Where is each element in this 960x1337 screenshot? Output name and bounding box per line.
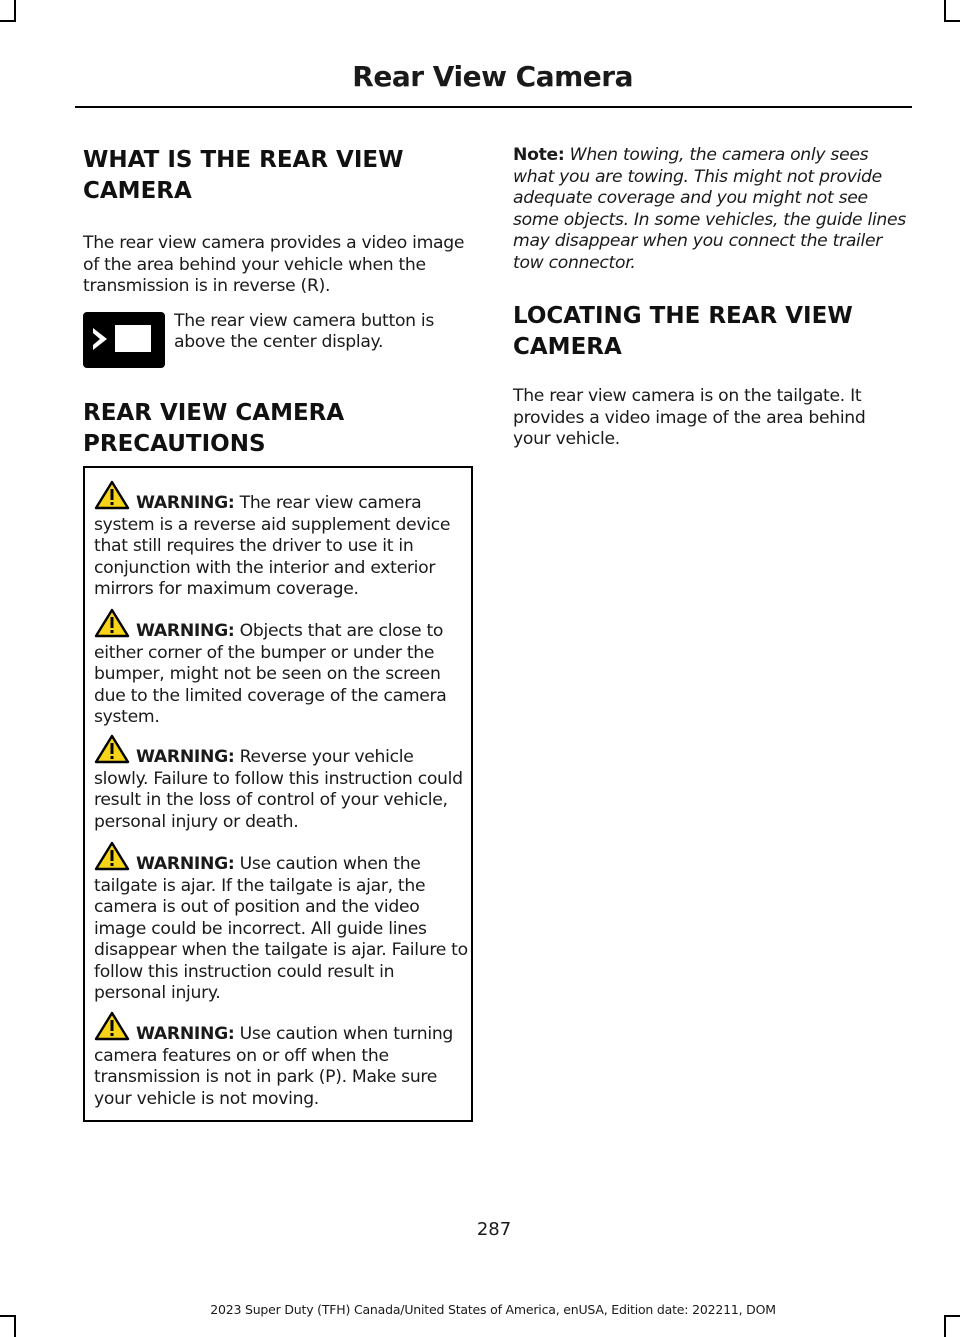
warning-item (94, 841, 468, 1005)
crop-mark (944, 20, 960, 22)
note-label: Note: (513, 145, 565, 165)
warning-text: Reverse your vehicle slowly. Failure to follow this instruction could result in the loss of control of your vehicle, personal injury or death. (94, 747, 463, 832)
section-heading: REAR VIEW CAMERA PRECAUTIONS (83, 399, 345, 457)
warning-label: WARNING: (136, 854, 235, 874)
page-title: Rear View Camera (352, 60, 633, 93)
warning-text: Use caution when turning camera features on or off when the transmission is not in park (P). Make sure your vehicle is not moving. (94, 1024, 454, 1109)
warning-item (94, 480, 468, 601)
section-heading: LOCATING THE REAR VIEW CAMERA (513, 303, 853, 360)
warning-text: Use caution when the tailgate is ajar. If the tailgate is ajar, the camera is out of position and the video image could be incorrect. All guide lines disappear when the tailgate is ajar. Failure to follow this instruction could result in personal injury. (94, 854, 468, 1003)
warning-label: WARNING: (136, 493, 235, 513)
crop-mark (944, 1315, 946, 1337)
section-heading: WHAT IS THE REAR VIEW CAMERA (83, 147, 404, 204)
warning-label: WARNING: (136, 747, 235, 767)
crop-mark (14, 0, 16, 22)
right-column (513, 145, 908, 451)
header-rule (75, 106, 912, 108)
warning-label: WARNING: (136, 621, 235, 641)
section-body: The rear view camera is on the tailgate. It provides a video image of the area behind your vehicle. (513, 386, 866, 449)
note (513, 145, 908, 274)
warning-label: WARNING: (136, 1024, 235, 1044)
warning-item (94, 734, 468, 833)
warning-triangle-icon (94, 608, 130, 638)
rear-view-camera-button-icon (83, 312, 165, 368)
callout-text: The rear view camera button is above the center display. (174, 310, 435, 352)
crop-mark (0, 20, 16, 22)
camera-button-callout (83, 312, 475, 368)
warning-text: The rear view camera system is a reverse aid supplement device that still requires the driver to use it in conjunction with the interior and exterior mirrors for maximum coverage. (94, 493, 451, 599)
crop-mark (944, 0, 946, 22)
warning-triangle-icon (94, 841, 130, 871)
page-number: 287 (476, 1219, 512, 1240)
warning-item (94, 608, 468, 729)
warning-box (83, 466, 473, 1122)
note-text: When towing, the camera only sees what you are towing. This might not provide adequate coverage and you might not see some objects. In some vehicles, the guide lines may disappear when you connect the trailer tow connector. (513, 145, 906, 273)
warning-triangle-icon (94, 1011, 130, 1041)
footer-edition: 2023 Super Duty (TFH) Canada/United States of America, enUSA, Edition date: 202211, DOM (210, 1302, 776, 1317)
warning-item (94, 1011, 468, 1110)
warning-triangle-icon (94, 734, 130, 764)
crop-mark (14, 1315, 16, 1337)
left-column (83, 145, 475, 460)
warning-triangle-icon (94, 480, 130, 510)
warning-text: Objects that are close to either corner of the bumper or under the bumper, might not be seen on the screen due to the limited coverage of the camera system. (94, 621, 447, 727)
section-body: The rear view camera provides a video image of the area behind your vehicle when the transmission is in reverse (R). (83, 233, 465, 296)
